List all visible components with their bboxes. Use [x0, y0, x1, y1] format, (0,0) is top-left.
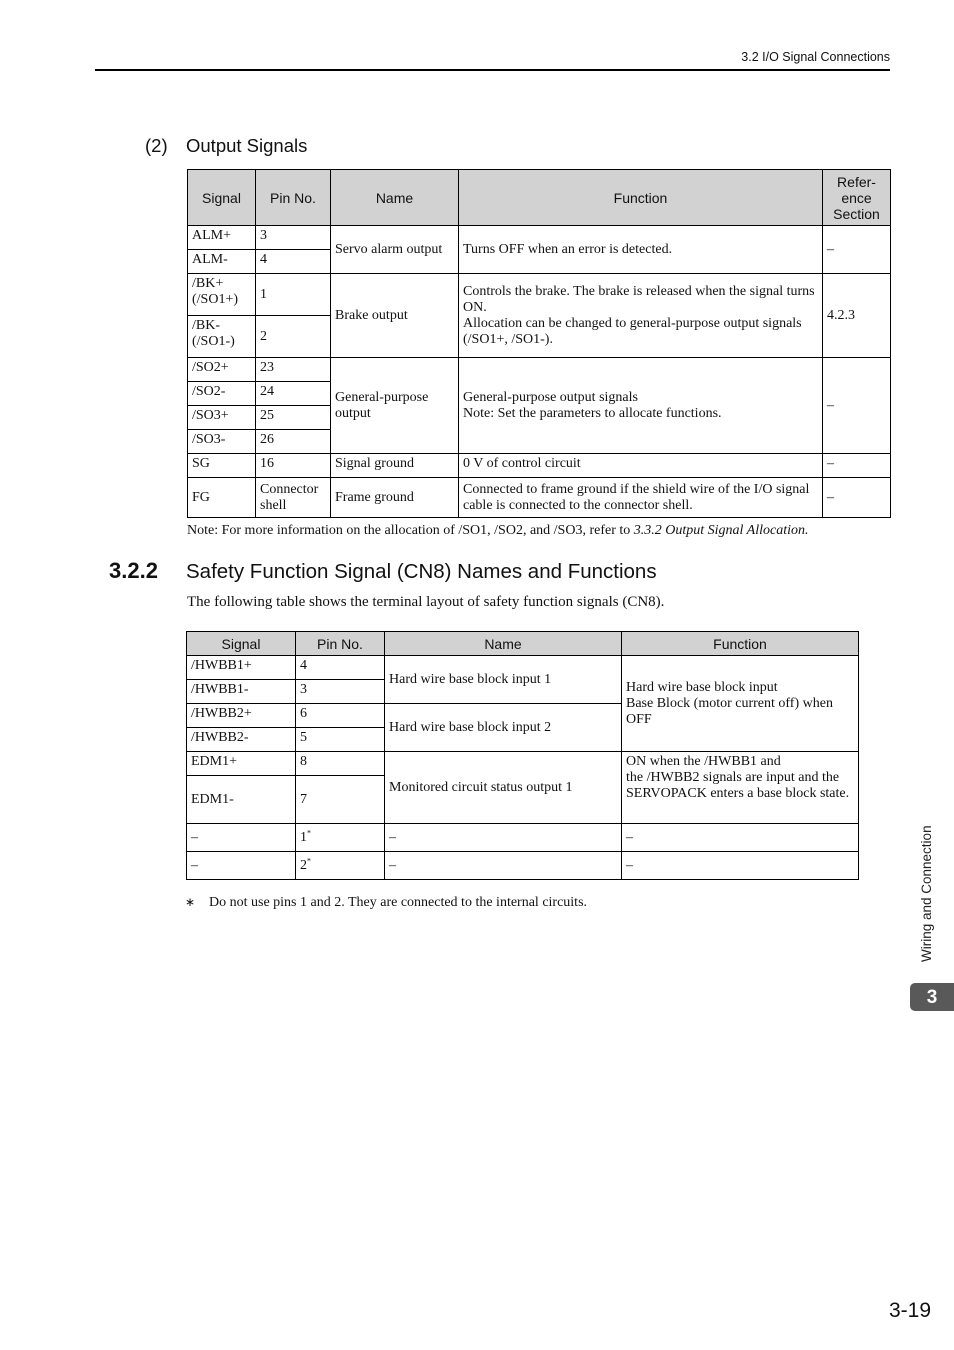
table-row	[187, 656, 859, 680]
table-row	[188, 274, 891, 316]
subsection-title: Output Signals	[186, 135, 308, 156]
pin-cell: 26	[256, 430, 331, 454]
pin-cell: Connector shell	[256, 478, 331, 518]
footnote-marker: *	[307, 827, 311, 837]
table-header-row	[188, 170, 891, 226]
name-cell: General-purpose output	[331, 358, 459, 454]
pin-cell: 2	[256, 316, 331, 358]
function-cell: Hard wire base block input Base Block (motor current off) when OFF	[622, 656, 859, 752]
table-row	[187, 824, 859, 852]
name-cell: Hard wire base block input 1	[385, 656, 622, 704]
section-intro: The following table shows the terminal layout of safety function signals (CN8).	[187, 594, 665, 610]
output-table-note	[187, 523, 809, 539]
running-header: 3.2 I/O Signal Connections	[741, 50, 890, 64]
function-cell: –	[622, 852, 859, 880]
footnote-mark: ∗	[185, 895, 196, 909]
column-header-pin: Pin No.	[256, 170, 331, 226]
function-cell: Controls the brake. The brake is released when the signal turns ON. Allocation can be changed to general-purpose output signals (/SO1+, /SO1-).	[459, 274, 823, 358]
column-header-reference: Refer- ence Section	[823, 170, 891, 226]
pin-cell	[296, 824, 385, 852]
table-row	[188, 358, 891, 382]
function-cell: –	[622, 824, 859, 852]
footnote-text: Do not use pins 1 and 2. They are connected to the internal circuits.	[209, 895, 588, 910]
function-cell: Turns OFF when an error is detected.	[459, 226, 823, 274]
pin-cell: 1	[256, 274, 331, 316]
signal-cell: /SO3+	[188, 406, 256, 430]
signal-cell: –	[187, 824, 296, 852]
signal-cell: FG	[188, 478, 256, 518]
pin-cell: 8	[296, 752, 385, 776]
column-header-signal: Signal	[187, 632, 296, 656]
signal-cell: SG	[188, 454, 256, 478]
signal-cell: ALM+	[188, 226, 256, 250]
column-header-pin: Pin No.	[296, 632, 385, 656]
name-cell: Monitored circuit status output 1	[385, 752, 622, 824]
signal-cell: –	[187, 852, 296, 880]
signal-cell: /SO3-	[188, 430, 256, 454]
pin-cell: 4	[296, 656, 385, 680]
table-row	[188, 226, 891, 250]
function-cell: Connected to frame ground if the shield wire of the I/O signal cable is connected to the connector shell.	[459, 478, 823, 518]
section-heading	[109, 558, 657, 584]
reference-cell: –	[823, 226, 891, 274]
signal-cell: /HWBB1-	[187, 680, 296, 704]
table-row	[188, 454, 891, 478]
section-title: Safety Function Signal (CN8) Names and Functions	[186, 560, 657, 583]
signal-cell: /HWBB2+	[187, 704, 296, 728]
name-cell: Hard wire base block input 2	[385, 704, 622, 752]
chapter-tab: 3	[910, 983, 954, 1011]
output-signals-table	[187, 169, 891, 518]
signal-cell: /SO2+	[188, 358, 256, 382]
subsection-number: (2)	[145, 135, 168, 156]
pin-cell: 16	[256, 454, 331, 478]
pin-cell: 6	[296, 704, 385, 728]
name-cell: Servo alarm output	[331, 226, 459, 274]
pin-cell: 23	[256, 358, 331, 382]
table-row	[187, 852, 859, 880]
pin-cell: 4	[256, 250, 331, 274]
function-cell: General-purpose output signals Note: Set the parameters to allocate functions.	[459, 358, 823, 454]
table-row	[187, 752, 859, 776]
signal-cell: /SO2-	[188, 382, 256, 406]
name-cell: –	[385, 824, 622, 852]
function-cell: 0 V of control circuit	[459, 454, 823, 478]
name-cell: –	[385, 852, 622, 880]
page-number: 3-19	[888, 1299, 931, 1322]
column-header-name: Name	[385, 632, 622, 656]
name-cell: Signal ground	[331, 454, 459, 478]
table-header-row	[187, 632, 859, 656]
signal-cell: /HWBB1+	[187, 656, 296, 680]
column-header-name: Name	[331, 170, 459, 226]
reference-cell: 4.2.3	[823, 274, 891, 358]
pin-number: 1	[300, 829, 307, 845]
chapter-side-label: Wiring and Connection	[919, 825, 934, 962]
signal-cell: ALM-	[188, 250, 256, 274]
reference-cell: –	[823, 454, 891, 478]
function-cell: ON when the /HWBB1 and the /HWBB2 signals are input and the SERVOPACK enters a base block state.	[622, 752, 859, 824]
pin-cell	[296, 852, 385, 880]
pin-cell: 5	[296, 728, 385, 752]
table-row	[188, 478, 891, 518]
header-rule	[95, 69, 890, 71]
pin-cell: 7	[296, 776, 385, 824]
pin-cell: 25	[256, 406, 331, 430]
signal-cell: EDM1+	[187, 752, 296, 776]
footnote-marker: *	[307, 855, 311, 865]
safety-signals-table	[186, 631, 859, 880]
signal-cell: /BK+ (/SO1+)	[188, 274, 256, 316]
signal-cell: EDM1-	[187, 776, 296, 824]
note-cross-reference: 3.3.2 Output Signal Allocation.	[633, 523, 809, 538]
signal-cell: /HWBB2-	[187, 728, 296, 752]
column-header-function: Function	[459, 170, 823, 226]
reference-cell: –	[823, 478, 891, 518]
reference-cell: –	[823, 358, 891, 454]
section-number: 3.2.2	[109, 558, 158, 583]
name-cell: Frame ground	[331, 478, 459, 518]
subsection-heading	[145, 135, 307, 157]
column-header-function: Function	[622, 632, 859, 656]
name-cell: Brake output	[331, 274, 459, 358]
pin-cell: 3	[256, 226, 331, 250]
note-text: Note: For more information on the allocation of /SO1, /SO2, and /SO3, refer to	[187, 523, 634, 538]
pin-number: 2	[300, 857, 307, 873]
pin-cell: 3	[296, 680, 385, 704]
signal-cell: /BK- (/SO1-)	[188, 316, 256, 358]
footnote	[185, 895, 587, 911]
column-header-signal: Signal	[188, 170, 256, 226]
pin-cell: 24	[256, 382, 331, 406]
